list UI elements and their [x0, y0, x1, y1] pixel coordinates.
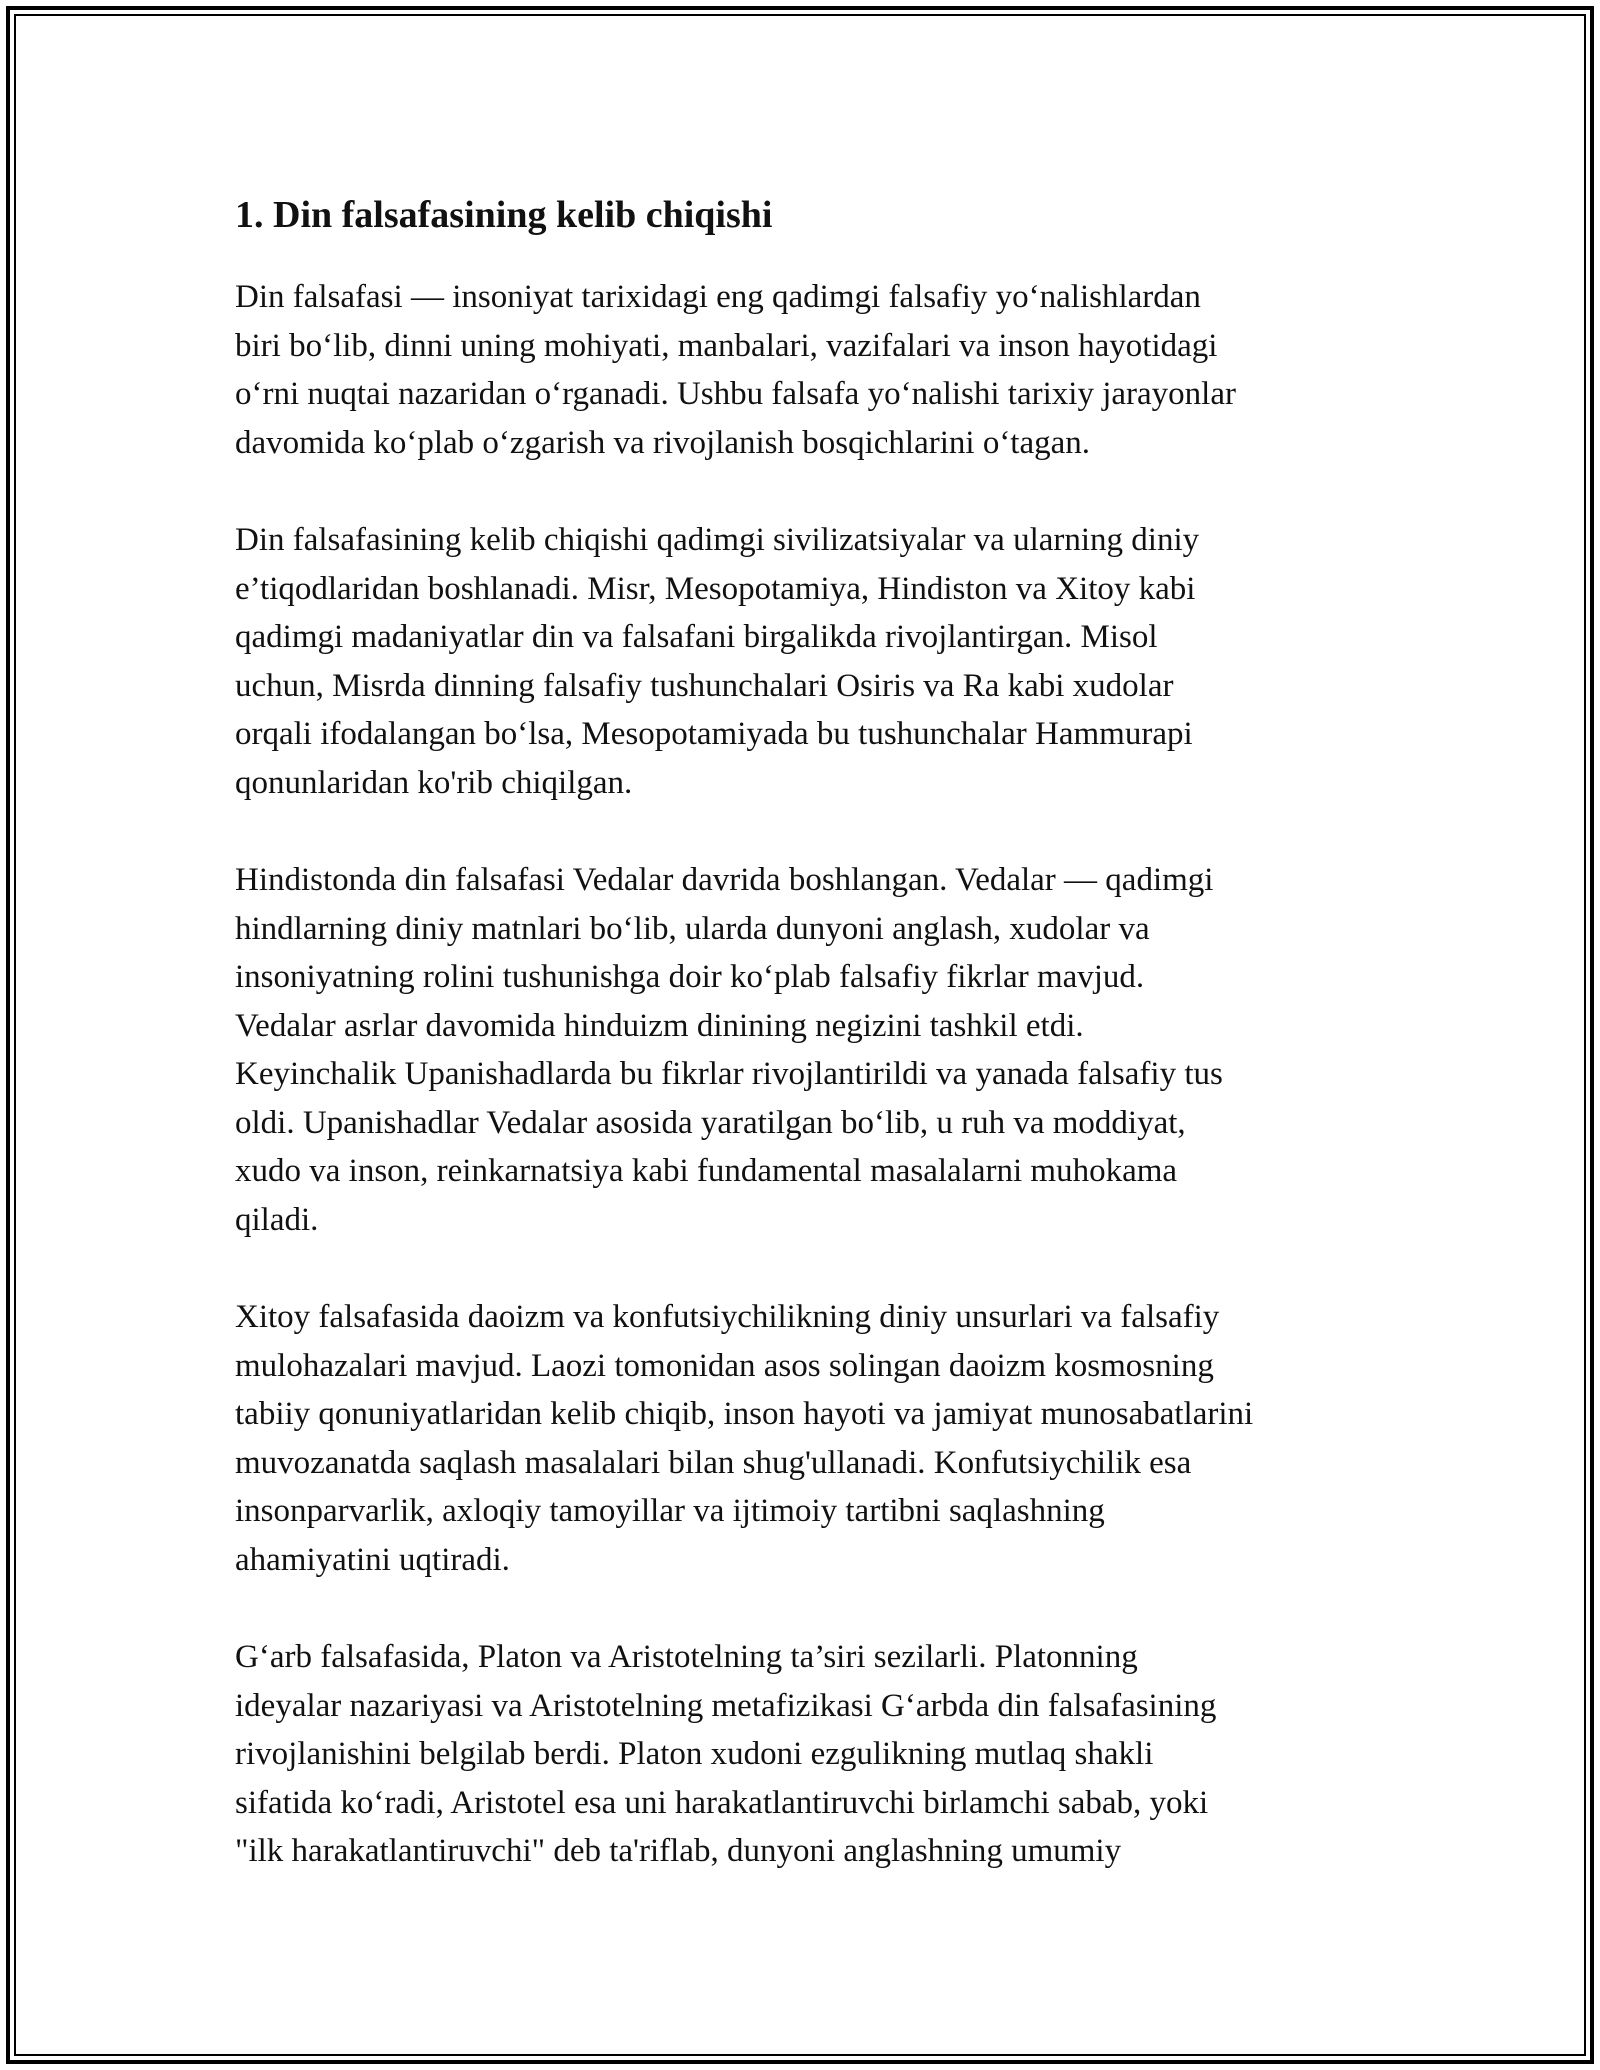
- paragraph-line: mulohazalari mavjud. Laozi tomonidan asos solingan daoizm kosmosning: [235, 1347, 1214, 1384]
- paragraph-line: insonparvarlik, axloqiy tamoyillar va ijtimoiy tartibni saqlashning: [235, 1493, 1105, 1529]
- paragraph-line: biri boʻlib, dinni uning mohiyati, manbalari, vazifalari va inson hayotidagi: [235, 327, 1218, 364]
- paragraph-line: Hindistonda din falsafasi Vedalar davrida boshlangan. Vedalar — qadimgi: [235, 862, 1214, 898]
- paragraph-3: [235, 856, 1375, 1244]
- paragraph-line: ahamiyatini uqtiradi.: [235, 1541, 510, 1578]
- paragraph-line: Gʻarb falsafasida, Platon va Aristotelning ta’siri sezilarli. Platonning: [235, 1639, 1138, 1675]
- paragraph-line: "ilk harakatlantiruvchi" deb ta'riflab, dunyoni anglashning umumiy: [235, 1833, 1122, 1869]
- paragraph-line: qadimgi madaniyatlar din va falsafani birgalikda rivojlantirgan. Misol: [235, 619, 1158, 655]
- paragraph-line: insoniyatning rolini tushunishga doir koʻplab falsafiy fikrlar mavjud.: [235, 959, 1145, 995]
- paragraph-line: rivojlanishini belgilab berdi. Platon xudoni ezgulikning mutlaq shakli: [235, 1736, 1154, 1772]
- paragraph-line: oʻrni nuqtai nazaridan oʻrganadi. Ushbu falsafa yoʻnalishi tarixiy jarayonlar: [235, 376, 1236, 412]
- paragraph-1: [235, 273, 1375, 467]
- paragraph-2: [235, 516, 1375, 807]
- paragraph-line: tabiiy qonuniyatlaridan kelib chiqib, inson hayoti va jamiyat munosabatlarini: [235, 1396, 1254, 1432]
- paragraph-line: ideyalar nazariyasi va Aristotelning metafizikasi Gʻarbda din falsafasining: [235, 1687, 1217, 1724]
- paragraph-line: xudo va inson, reinkarnatsiya kabi fundamental masalalarni muhokama: [235, 1153, 1178, 1189]
- paragraph-line: davomida koʻplab oʻzgarish va rivojlanish bosqichlarini oʻtagan.: [235, 424, 1091, 461]
- paragraph-line: Keyinchalik Upanishadlarda bu fikrlar rivojlantirildi va yanada falsafiy tus: [235, 1056, 1223, 1092]
- paragraph-line: orqali ifodalangan boʻlsa, Mesopotamiyada bu tushunchalar Hammurapi: [235, 716, 1193, 752]
- paragraph-line: muvozanatda saqlash masalalari bilan shug'ullanadi. Konfutsiychilik esa: [235, 1444, 1192, 1481]
- paragraph-line: hindlarning diniy matnlari boʻlib, ularda dunyoni anglash, xudolar va: [235, 910, 1150, 947]
- paragraph-line: Din falsafasi — insoniyat tarixidagi eng qadimgi falsafiy yoʻnalishlardan: [235, 279, 1201, 315]
- paragraph-line: qonunlaridan ko'rib chiqilgan.: [235, 764, 633, 801]
- paragraph-line: oldi. Upanishadlar Vedalar asosida yaratilgan boʻlib, u ruh va moddiyat,: [235, 1104, 1186, 1141]
- paragraph-4: [235, 1293, 1375, 1584]
- paragraph-line: qiladi.: [235, 1201, 319, 1238]
- paragraph-line: e’tiqodlaridan boshlanadi. Misr, Mesopotamiya, Hindiston va Xitoy kabi: [235, 570, 1196, 607]
- paragraph-5: [235, 1633, 1375, 1876]
- paragraph-line: Xitoy falsafasida daoizm va konfutsiychilikning diniy unsurlari va falsafiy: [235, 1299, 1220, 1335]
- paragraph-line: Din falsafasining kelib chiqishi qadimgi sivilizatsiyalar va ularning diniy: [235, 522, 1200, 558]
- paragraph-line: sifatida koʻradi, Aristotel esa uni harakatlantiruvchi birlamchi sabab, yoki: [235, 1784, 1209, 1821]
- document-body: [235, 185, 1375, 1925]
- paragraph-line: uchun, Misrda dinning falsafiy tushunchalari Osiris va Ra kabi xudolar: [235, 667, 1174, 704]
- section-heading: 1. Din falsafasining kelib chiqishi: [235, 194, 773, 236]
- paragraph-line: Vedalar asrlar davomida hinduizm dinining negizini tashkil etdi.: [235, 1007, 1084, 1044]
